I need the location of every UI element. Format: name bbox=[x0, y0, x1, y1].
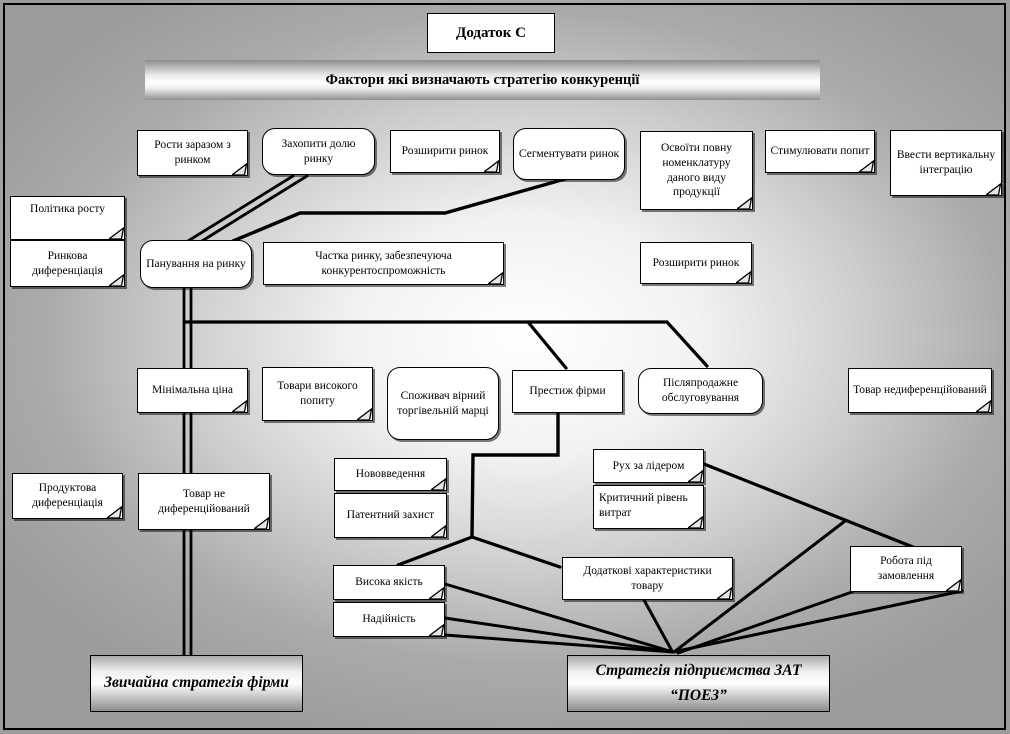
node-patentnyi-zakhyst: Патентний захист bbox=[334, 493, 447, 538]
node-rozshyryty-rynok-1: Розширити ринок bbox=[390, 130, 500, 173]
node-dodatkovi-kharakterystyky: Додаткові характеристики товару bbox=[562, 557, 733, 600]
header-text: Фактори які визначають стратегію конкуренції bbox=[325, 71, 640, 88]
node-stratehiia-pidpryiemstva: Стратегія підприємства ЗАТ “ПОЕЗ” bbox=[567, 655, 830, 712]
folded-corner-icon bbox=[357, 408, 373, 421]
node-tovary-vysokoho-popytu: Товари високого попиту bbox=[262, 367, 373, 421]
node-sehmentuvaty: Сегментувати ринок bbox=[513, 128, 625, 180]
node-zakhopyty-doliu: Захопити долю ринку bbox=[262, 128, 375, 175]
folded-corner-icon bbox=[429, 587, 445, 600]
folded-corner-icon bbox=[109, 227, 125, 240]
header-banner bbox=[145, 60, 820, 100]
folded-corner-icon bbox=[717, 587, 733, 600]
folded-corner-icon bbox=[688, 516, 704, 529]
node-krytychnyi-riven: Критичний рівень витрат bbox=[593, 485, 704, 529]
node-tovar-ne-dyferentsiiovanyi: Товар не диференційований bbox=[138, 473, 270, 530]
node-tovar-nedyferentsiiovanyi: Товар недиференційований bbox=[848, 368, 992, 413]
node-produktova-dyferentsiatsiia: Продуктова диференціація bbox=[12, 473, 123, 519]
node-rozshyryty-rynok-2: Розширити ринок bbox=[640, 242, 752, 284]
node-polityka-rostu: Політика росту bbox=[10, 196, 125, 240]
node-osvoity-nomenklaturu: Освоїти повну номенклатуру даного виду продукції bbox=[640, 131, 753, 210]
node-nadiinist: Надійність bbox=[333, 602, 445, 637]
page-title: Додаток С bbox=[456, 24, 526, 41]
node-spozhyvach-virnyi: Споживач вірний торгівельній марці bbox=[387, 367, 499, 440]
node-prestyzh-firmy: Престиж фірми bbox=[512, 370, 623, 413]
folded-corner-icon bbox=[232, 163, 248, 176]
node-zvychaina-stratehiia: Звичайна стратегія фірми bbox=[90, 655, 303, 712]
node-rukh-za-liderom: Рух за лідером bbox=[593, 449, 704, 483]
folded-corner-icon bbox=[431, 525, 447, 538]
folded-corner-icon bbox=[859, 160, 875, 173]
folded-corner-icon bbox=[976, 400, 992, 413]
node-vvesty-intehratsiiu: Ввести вертикальну інтеграцію bbox=[890, 130, 1002, 196]
node-rosty-zarazom: Рости заразом з ринком bbox=[137, 130, 248, 176]
folded-corner-icon bbox=[107, 506, 123, 519]
folded-corner-icon bbox=[484, 160, 500, 173]
node-stymuliuvaty-popyt: Стимулювати попит bbox=[765, 130, 875, 173]
folded-corner-icon bbox=[946, 579, 962, 592]
node-minimalna-tsina: Мінімальна ціна bbox=[137, 368, 248, 413]
node-chastka-rynku: Частка ринку, забезпечуюча конкурентоспроможність bbox=[263, 242, 504, 285]
node-vysoka-yakist: Висока якість bbox=[333, 565, 445, 600]
folded-corner-icon bbox=[431, 478, 447, 491]
folded-corner-icon bbox=[429, 624, 445, 637]
node-rynkova-dyferentsiatsiia: Ринкова диференціація bbox=[10, 240, 125, 287]
folded-corner-icon bbox=[986, 183, 1002, 196]
folded-corner-icon bbox=[737, 197, 753, 210]
node-panuvannia: Панування на ринку bbox=[140, 240, 252, 288]
node-novovvedennia: Нововведення bbox=[334, 458, 447, 491]
folded-corner-icon bbox=[254, 517, 270, 530]
title-box bbox=[427, 13, 555, 53]
node-pisliaprodazhne: Післяпродажне обслуговування bbox=[638, 368, 763, 414]
folded-corner-icon bbox=[232, 400, 248, 413]
folded-corner-icon bbox=[688, 470, 704, 483]
node-robota-pid-zamovlennia: Робота під замовлення bbox=[850, 546, 962, 592]
folded-corner-icon bbox=[109, 274, 125, 287]
folded-corner-icon bbox=[488, 272, 504, 285]
folded-corner-icon bbox=[736, 271, 752, 284]
